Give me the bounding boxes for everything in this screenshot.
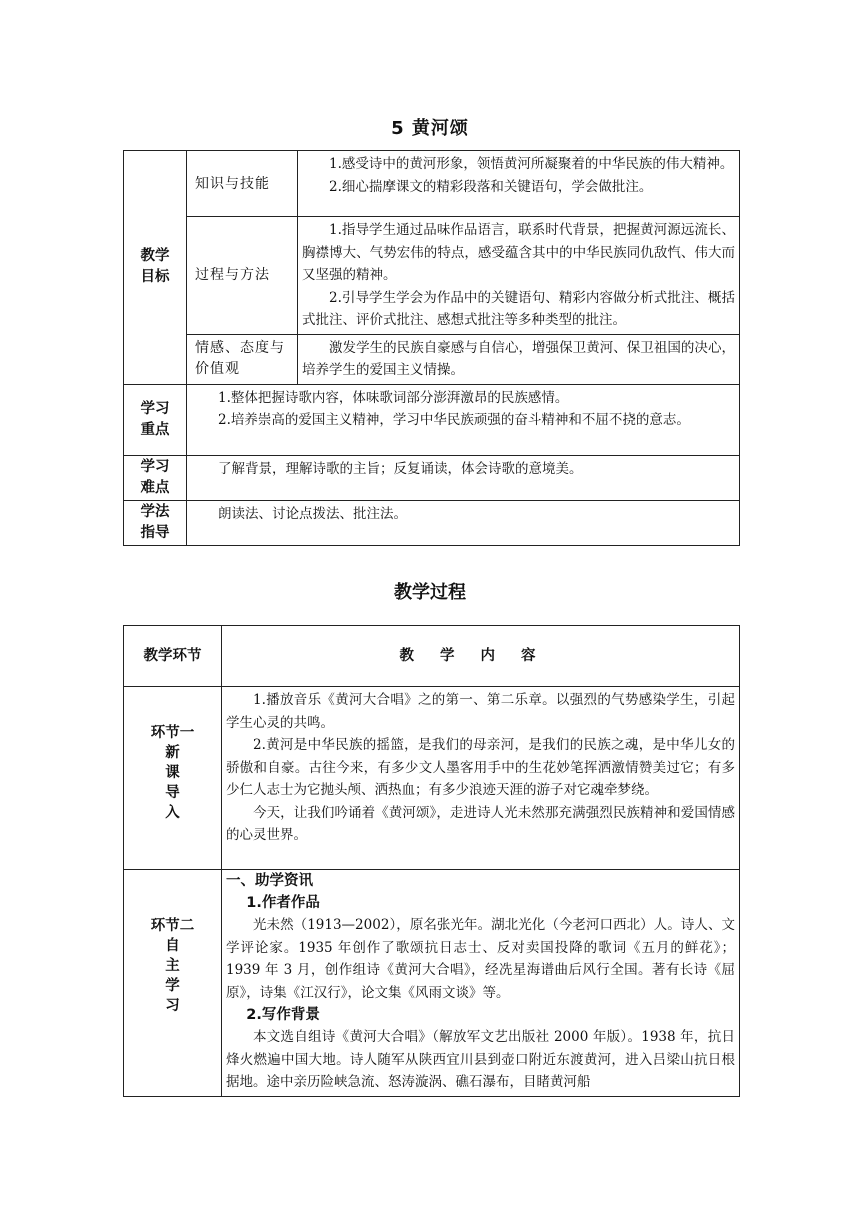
header-content: 教学内容 (222, 626, 740, 687)
method-para: 朗读法、讨论点拨法、批注法。 (218, 505, 407, 522)
stage2-sub-author: 1.作者作品 (246, 895, 320, 911)
objective-label-emotion: 情感、态度与价值观 (187, 334, 298, 384)
process-title: 教学过程 (394, 582, 466, 603)
stage1-char: 课 (165, 765, 180, 781)
stage2-content (222, 870, 740, 1097)
objective-content-emotion (298, 334, 740, 384)
key-points-content (187, 384, 740, 455)
stage2-char: 主 (165, 958, 180, 974)
stage1-content (222, 687, 740, 870)
stage1-char: 导 (165, 785, 180, 801)
objective-para: 2.细心揣摩课文的精彩段落和关键语句，学会做批注。 (329, 178, 653, 195)
objective-para: 2.引导学生学会为作品中的关键语句、精彩内容做分析式批注、概括式批注、评价式批注、感想式批注等多种类型的批注。 (302, 289, 735, 328)
stage2-sub-background: 2.写作背景 (246, 1007, 320, 1023)
stage2-char: 自 (165, 938, 180, 954)
process-table (123, 625, 740, 1097)
key-point-para: 1.整体把握诗歌内容，体味歌词部分澎湃激昂的民族感情。 (218, 389, 569, 406)
stage1-para: 2.黄河是中华民族的摇篮，是我们的母亲河，是我们的民族之魂，是中华儿女的骄傲和自豪。古往今来，有多少文人墨客用手中的生花妙笔挥洒激情赞美过它；有多少仁人志士为它抛头颅、洒热血；有多少浪迹天涯的游子对它魂牵梦绕。 (226, 737, 735, 798)
stage2-label (124, 870, 222, 1097)
objective-content-process (298, 217, 740, 335)
stage2-char: 习 (165, 998, 180, 1014)
methods-label (124, 500, 187, 545)
header-stage: 教学环节 (124, 626, 222, 687)
objective-para: 激发学生的民族自豪感与自信心，增强保卫黄河、保卫祖国的决心，培养学生的爱国主义情操。 (302, 339, 735, 378)
key-point-para: 2.培养崇高的爱国主义精神，学习中华民族顽强的奋斗精神和不屈不挠的意志。 (218, 412, 690, 428)
objective-para: 1.感受诗中的黄河形象，领悟黄河所凝聚着的中华民族的伟大精神。 (329, 156, 734, 172)
stage1-name: 环节一 (150, 725, 195, 741)
stage1-char: 新 (165, 745, 180, 761)
stage1-para: 1.播放音乐《黄河大合唱》之的第一、第二乐章。以强烈的气势感染学生，引起学生心灵的共鸣。 (226, 692, 735, 731)
methods-label-text: 学法指导 (140, 503, 170, 541)
stage2-heading: 一、助学资讯 (226, 873, 313, 889)
stage1-char: 入 (165, 805, 180, 821)
stage1-para: 今天，让我们吟诵着《黄河颂》，走进诗人光未然那充满强烈民族精神和爱国情感的心灵世界。 (226, 804, 735, 843)
difficulties-label-text: 学习难点 (140, 458, 170, 496)
stage2-char: 学 (165, 978, 180, 994)
stage2-name: 环节二 (150, 918, 195, 934)
difficulties-label (124, 455, 187, 500)
objectives-label (124, 151, 187, 385)
objective-label-process: 过程与方法 (187, 217, 298, 335)
lesson-title: 5 黄河颂 (391, 118, 469, 139)
objectives-table (123, 150, 740, 546)
stage2-para-author: 光未然（1913—2002），原名张光年。湖北光化（今老河口西北）人。诗人、文学评论家。1935 年创作了歌颂抗日志士、反对卖国投降的歌词《五月的鲜花》；1939 年 3 月，创作组诗《黄河大合唱》，经冼星海谱曲后风行全国。著有长诗《屈原》，诗集《江汉行》，论文集《风雨文谈》等。 (226, 917, 735, 1001)
stage1-label (124, 687, 222, 870)
objective-label-knowledge: 知识与技能 (187, 151, 298, 217)
key-points-label (124, 384, 187, 455)
methods-content (187, 500, 740, 545)
difficulty-para: 了解背景，理解诗歌的主旨；反复诵读，体会诗歌的意境美。 (218, 460, 583, 477)
stage2-para-background: 本文选自组诗《黄河大合唱》（解放军文艺出版社 2000 年版）。1938 年，抗日烽火燃遍中国大地。诗人随军从陕西宜川县到壶口附近东渡黄河，进入吕梁山抗日根据地。途中亲历险峡急流、怒涛漩涡、礁石瀑布，目睹黄河船 (226, 1029, 735, 1090)
key-points-label-text: 学习重点 (140, 400, 170, 438)
difficulties-content (187, 455, 740, 500)
objective-content-knowledge (298, 151, 740, 217)
objectives-label-text: 教学目标 (140, 248, 170, 286)
objective-para: 1.指导学生通过品味作品语言，联系时代背景，把握黄河源远流长、胸襟博大、气势宏伟的特点，感受蕴含其中的中华民族同仇敌忾、伟大而又坚强的精神。 (302, 222, 735, 283)
